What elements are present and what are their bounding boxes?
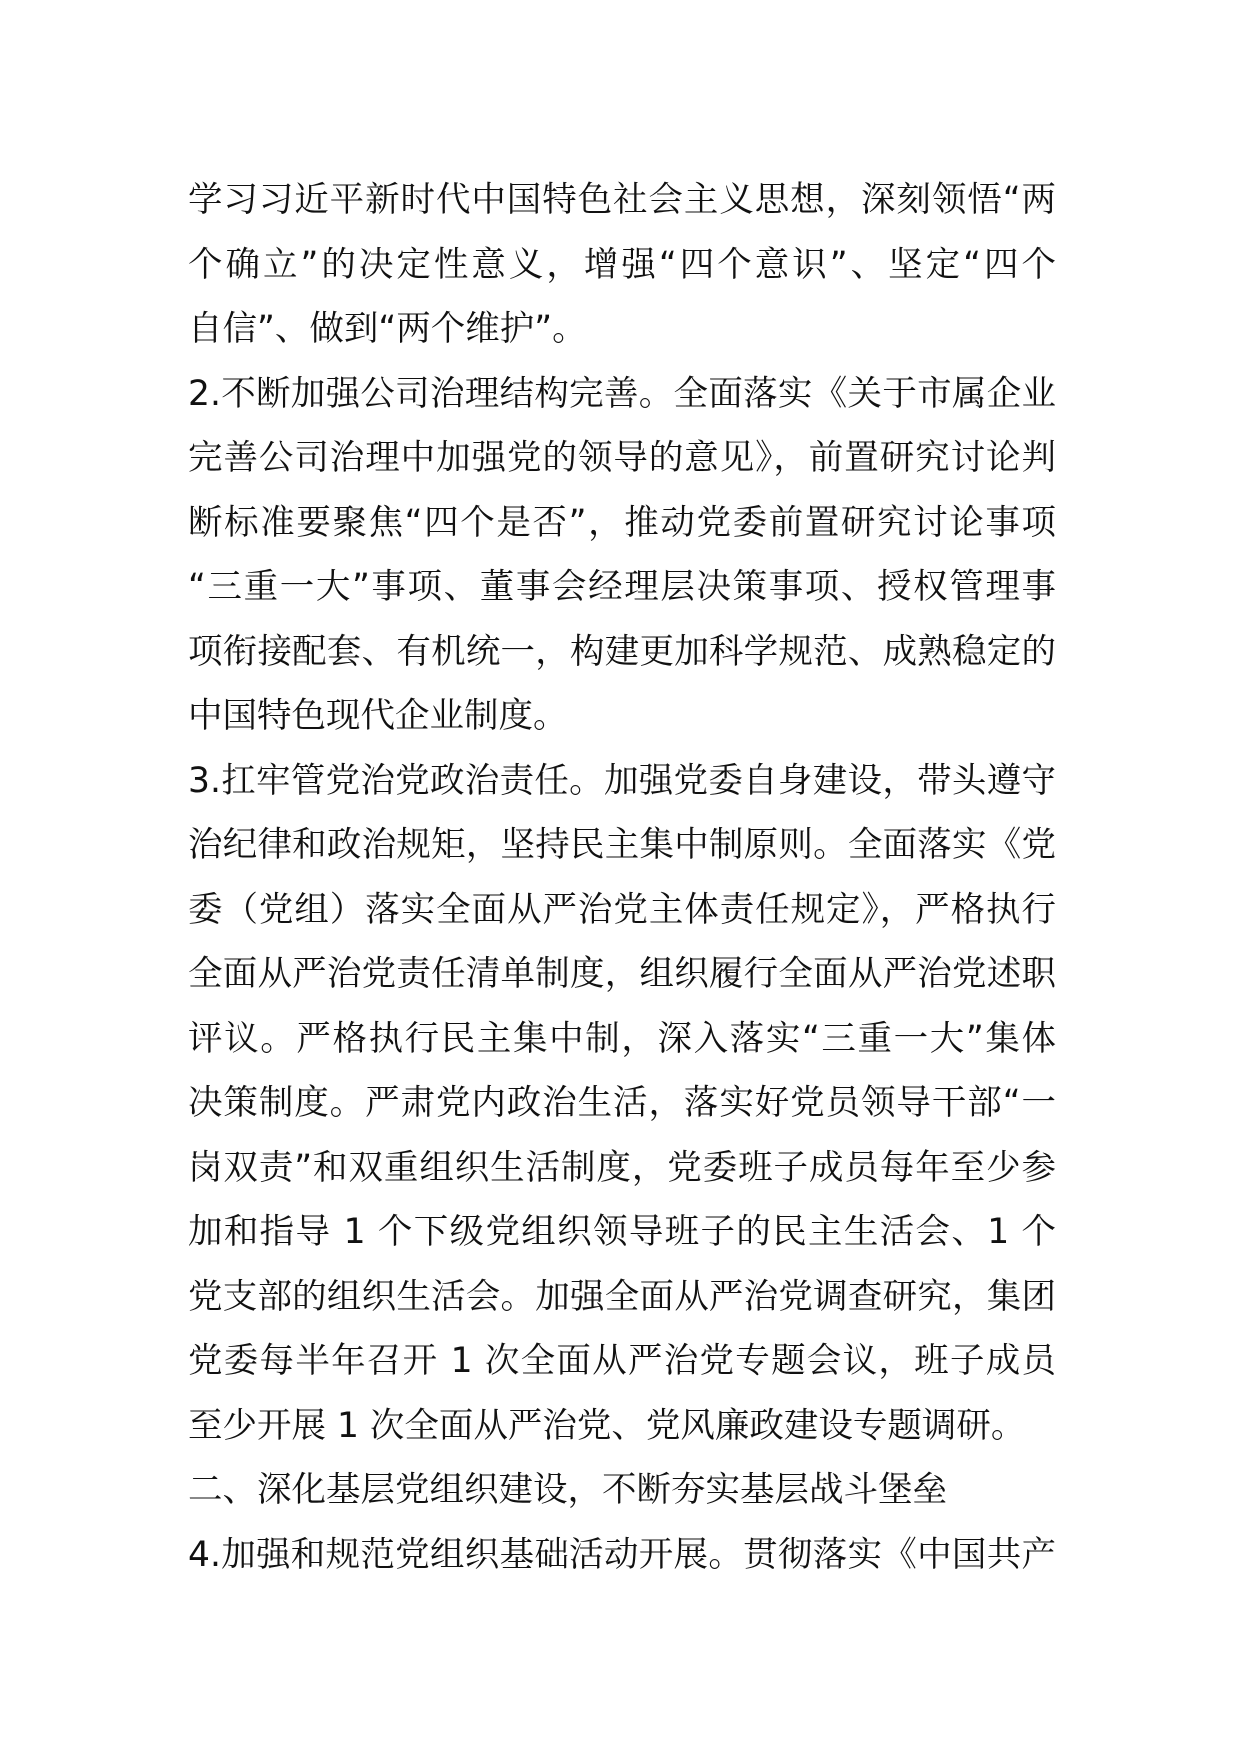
item-3-first-line: 3.扛牢管党治党政治责任。加强党委自身建设，带头遵守 [188, 760, 1056, 801]
document-body [188, 168, 1056, 1587]
text-line: 治纪律和政治规矩，坚持民主集中制原则。全面落实《党 [188, 825, 1056, 865]
text-line: “三重一大”事项、董事会经理层决策事项、授权管理事 [188, 567, 1056, 607]
text-line: 党支部的组织生活会。加强全面从严治党调查研究，集团 [188, 1276, 1056, 1317]
item-2-first-line: 2.不断加强公司治理结构完善。全面落实《关于市属企业 [188, 373, 1056, 414]
text-line: 加和指导 1 个下级党组织领导班子的民主生活会、1 个 [188, 1212, 1056, 1252]
text-line: 评议。严格执行民主集中制，深入落实“三重一大”集体 [188, 1018, 1056, 1059]
text-line: 岗双责”和双重组织生活制度，党委班子成员每年至少参 [188, 1147, 1056, 1188]
text-line: 学习习近平新时代中国特色社会主义思想，深刻领悟“两 [188, 180, 1056, 220]
item-4-first-line: 4.加强和规范党组织基础活动开展。贯彻落实《中国共产 [188, 1534, 1056, 1575]
text-line: 断标准要聚焦“四个是否”，推动党委前置研究讨论事项 [188, 502, 1056, 543]
text-line: 全面从严治党责任清单制度，组织履行全面从严治党述职 [188, 954, 1056, 994]
text-line: 自信”、做到“两个维护”。 [188, 309, 587, 349]
section-heading: 二、深化基层党组织建设，不断夯实基层战斗堡垒 [188, 1470, 947, 1510]
text-line: 至少开展 1 次全面从严治党、党风廉政建设专题调研。 [188, 1405, 1026, 1446]
text-line: 完善公司治理中加强党的领导的意见》，前置研究讨论判 [188, 438, 1056, 478]
text-line: 中国特色现代企业制度。 [188, 696, 568, 736]
text-line: 党委每半年召开 1 次全面从严治党专题会议，班子成员 [188, 1341, 1056, 1381]
text-line: 决策制度。严肃党内政治生活，落实好党员领导干部“一 [188, 1083, 1056, 1123]
text-line: 项衔接配套、有机统一，构建更加科学规范、成熟稳定的 [188, 631, 1056, 672]
text-line: 个确立”的决定性意义，增强“四个意识”、坚定“四个 [188, 244, 1056, 285]
text-line: 委（党组）落实全面从严治党主体责任规定》，严格执行 [188, 889, 1056, 930]
